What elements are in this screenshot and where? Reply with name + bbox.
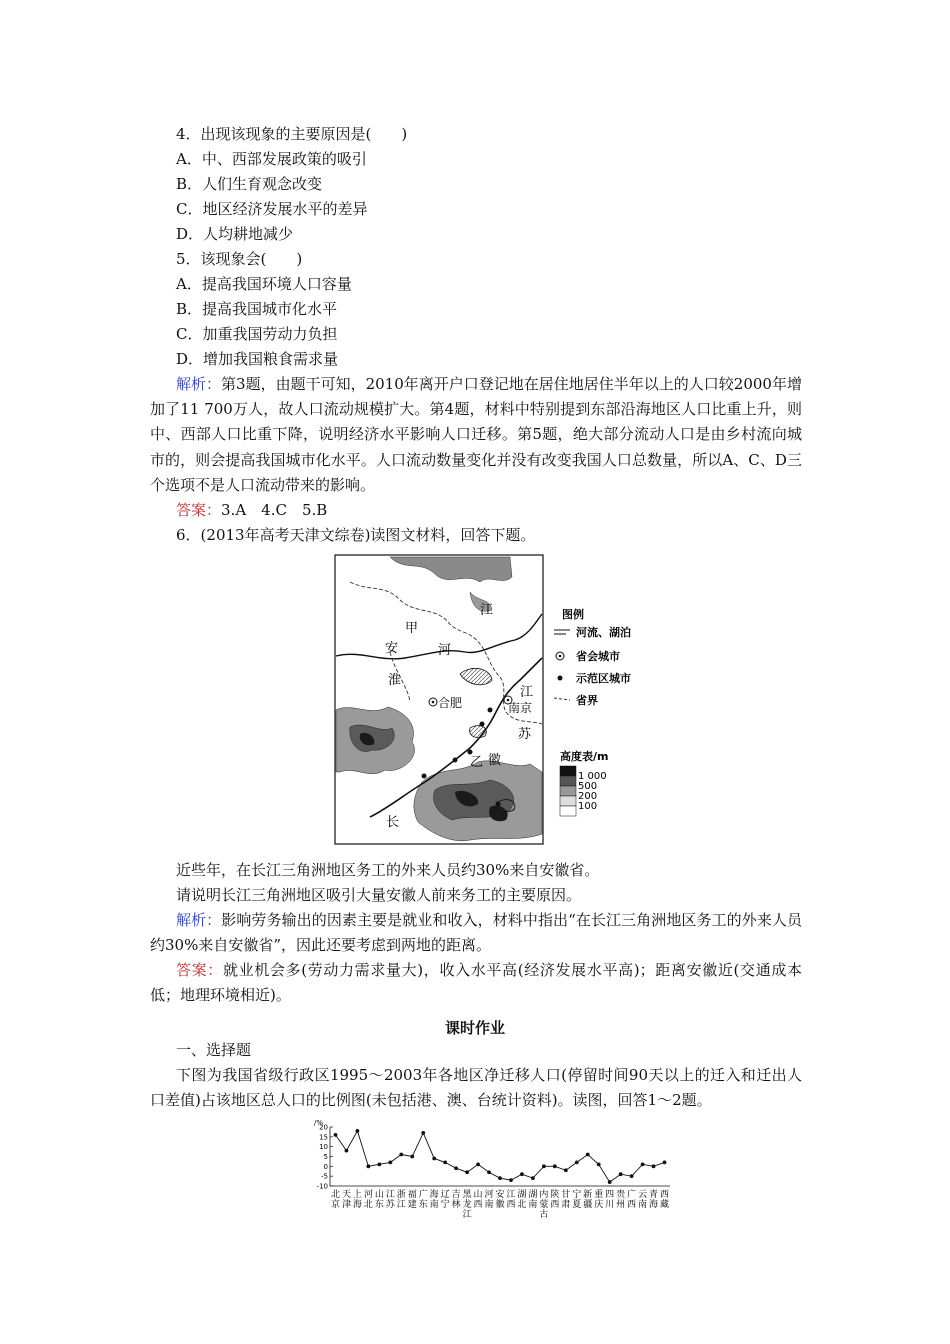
q4-option-d: D．人均耕地减少 <box>176 225 294 243</box>
x-tick-label: 宁 <box>440 1200 450 1210</box>
data-point <box>586 1153 590 1157</box>
x-tick-label: 徽 <box>495 1200 505 1210</box>
section-heading: 一、选择题 <box>176 1041 252 1059</box>
data-point <box>432 1157 436 1161</box>
q4-option-a: A．中、西部发展政策的吸引 <box>176 150 367 168</box>
homework-title: 课时作业 <box>444 1019 505 1037</box>
answer-text-2: 就业机会多(劳动力需求量大)，收入水平高(经济发展水平高)；距离安徽近(交通成本低；地理环境相近)。 <box>150 961 802 1005</box>
x-tick-label: 西 <box>660 1190 670 1200</box>
x-tick-label: 古 <box>539 1210 549 1220</box>
x-tick-label: 新 <box>583 1190 593 1200</box>
x-tick-label: 西 <box>506 1200 516 1210</box>
x-tick-label: 天 <box>341 1190 351 1200</box>
map-label-an: 安 <box>385 641 399 656</box>
x-tick-label: 蒙 <box>539 1200 549 1210</box>
q4-option-c: C．地区经济发展水平的差异 <box>176 200 368 218</box>
data-point <box>377 1162 381 1166</box>
data-point <box>509 1178 513 1182</box>
analysis-paragraph-2 <box>150 908 802 958</box>
map-label-jiang-north: 江 <box>480 603 494 618</box>
y-tick-label: -10 <box>316 1182 328 1191</box>
x-tick-label: 江 <box>385 1190 395 1200</box>
x-tick-label: 夏 <box>572 1200 582 1210</box>
q4-option-b: B．人们生育观念改变 <box>176 175 323 193</box>
q5-stem: 5．该现象会( ) <box>176 250 303 268</box>
series-line <box>335 1131 664 1182</box>
migration-line-chart <box>308 1117 680 1220</box>
elevation-level-200: 200 <box>578 791 598 802</box>
map-label-yi: 乙 <box>470 755 484 770</box>
x-tick-label: 江 <box>396 1200 406 1210</box>
map-label-huai: 淮 <box>388 673 402 688</box>
data-point <box>476 1162 480 1166</box>
data-point <box>356 1129 360 1133</box>
data-point <box>641 1162 645 1166</box>
data-point <box>520 1172 524 1176</box>
x-tick-label: 北 <box>363 1200 373 1210</box>
y-axis-label: /% <box>314 1119 324 1127</box>
data-point <box>334 1133 338 1137</box>
x-tick-label: 江 <box>506 1190 516 1200</box>
data-point <box>630 1174 634 1178</box>
x-tick-label: 陕 <box>550 1190 560 1200</box>
analysis-label-2: 解析： <box>176 911 222 929</box>
map-label-chang: 长 <box>386 815 400 830</box>
map-label-he: 河 <box>438 643 452 658</box>
q5-option-c: C．加重我国劳动力负担 <box>176 325 338 343</box>
map-label-jia: 甲 <box>405 621 419 636</box>
x-tick-label: 南 <box>528 1200 538 1210</box>
q5-option-d: D．增加我国粮食需求量 <box>176 350 339 368</box>
q6-stem: 6．(2013年高考天津文综卷)读图文材料，回答下题。 <box>176 526 536 544</box>
x-tick-label: 青 <box>649 1190 659 1200</box>
x-tick-label: 苏 <box>385 1200 395 1210</box>
y-tick-label: 5 <box>323 1153 328 1161</box>
answer-label: 答案： <box>176 501 222 519</box>
x-tick-label: 山 <box>473 1190 483 1200</box>
x-tick-label: 北 <box>517 1200 527 1210</box>
answer-text: 3.A 4.C 5.B <box>221 501 328 519</box>
legend-river-lake: 河流、湖泊 <box>576 626 631 639</box>
x-tick-label: 辽 <box>440 1190 450 1200</box>
data-point <box>597 1162 601 1166</box>
analysis-text: 第3题，由题干可知，2010年离开户口登记地在居住地居住半年以上的人口较2000年增加了11 700万人，故人口流动规模扩大。第4题，材料中特别提到东部沿海地区人口比重上升，则中、西部人口比重下降，说明经济水平影响人口迁移。第5题，绝大部分流动人口是由乡村流向城市的，则会提高我国城市化水平。人口流动数量变化并没有改变我国人口总数量，所以A、C、D三个选项不是人口流动带来的影响。 <box>150 375 802 494</box>
x-tick-label: 海 <box>649 1200 659 1210</box>
elevation-level-1000: 1 000 <box>578 771 607 782</box>
x-tick-label: 建 <box>407 1200 417 1210</box>
x-tick-label: 南 <box>638 1200 648 1210</box>
data-point <box>608 1180 612 1184</box>
answer-label-2: 答案： <box>176 961 223 979</box>
legend-border: 省界 <box>576 694 598 707</box>
x-tick-label: 海 <box>352 1200 362 1210</box>
legend-title: 图例 <box>562 608 584 621</box>
x-tick-label: 云 <box>638 1190 648 1200</box>
x-tick-label: 宁 <box>572 1190 582 1200</box>
data-point <box>345 1149 349 1153</box>
x-tick-label: 津 <box>341 1200 351 1210</box>
analysis-text-2: 影响劳务输出的因素主要是就业和收入，材料中指出“在长江三角洲地区务工的外来人员约30%来自安徽省”，因此还要考虑到两地的距离。 <box>150 911 802 955</box>
data-point <box>487 1170 491 1174</box>
y-tick-label: 10 <box>319 1143 328 1152</box>
data-point <box>553 1164 557 1168</box>
data-point <box>531 1176 535 1180</box>
x-tick-label: 黑 <box>462 1190 472 1200</box>
data-point <box>542 1164 546 1168</box>
x-tick-label: 甘 <box>561 1190 571 1200</box>
x-tick-label: 吉 <box>451 1190 461 1200</box>
map-label-hui: 徽 <box>488 753 502 768</box>
x-tick-label: 山 <box>374 1190 384 1200</box>
data-point <box>410 1155 414 1159</box>
q5-option-b: B．提高我国城市化水平 <box>176 300 338 318</box>
data-point <box>652 1164 656 1168</box>
y-tick-label: 0 <box>323 1162 328 1171</box>
x-tick-label: 南 <box>484 1200 494 1210</box>
map-label-su: 苏 <box>518 727 532 742</box>
x-tick-label: 海 <box>429 1190 439 1200</box>
x-tick-label: 内 <box>539 1190 549 1200</box>
q6-question: 请说明长江三角洲地区吸引大量安徽人前来务工的主要原因。 <box>176 886 582 904</box>
x-tick-label: 东 <box>374 1200 384 1210</box>
x-tick-label: 浙 <box>396 1190 406 1200</box>
x-tick-label: 龙 <box>462 1200 472 1210</box>
x-tick-label: 广 <box>627 1190 637 1200</box>
x-tick-label: 福 <box>407 1190 417 1200</box>
data-point <box>443 1161 447 1165</box>
elevation-level-500: 500 <box>578 781 598 792</box>
x-tick-label: 河 <box>484 1190 494 1200</box>
x-tick-label: 安 <box>495 1190 505 1200</box>
data-point <box>366 1164 370 1168</box>
x-tick-label: 湖 <box>517 1190 527 1200</box>
x-tick-label: 上 <box>352 1190 362 1200</box>
x-tick-label: 林 <box>451 1200 461 1210</box>
x-tick-label: 四 <box>605 1190 615 1200</box>
y-tick-label: 15 <box>319 1133 328 1142</box>
data-point <box>498 1176 502 1180</box>
x-tick-label: 广 <box>418 1190 428 1200</box>
x-tick-label: 北 <box>330 1190 340 1200</box>
intro-paragraph: 下图为我国省级行政区1995～2003年各地区净迁移人口(停留时间90天以上的迁入和迁出人口差值)占该地区总人口的比例图(未包括港、澳、台统计资料)。读图，回答1～2题。 <box>150 1066 802 1110</box>
x-tick-label: 南 <box>429 1200 439 1210</box>
x-tick-label: 西 <box>627 1200 637 1210</box>
q6-material: 近些年，在长江三角洲地区务工的外来人员约30%来自安徽省。 <box>176 861 600 879</box>
analysis-paragraph-1 <box>150 372 802 498</box>
data-point <box>399 1153 403 1157</box>
x-tick-label: 藏 <box>660 1200 670 1210</box>
data-point <box>421 1131 425 1135</box>
y-tick-label: -5 <box>321 1172 328 1181</box>
x-tick-label: 湖 <box>528 1190 538 1200</box>
x-tick-label: 西 <box>550 1200 560 1210</box>
x-tick-label: 肃 <box>561 1200 571 1210</box>
x-tick-label: 东 <box>418 1200 428 1210</box>
answer-paragraph-2 <box>150 958 802 1008</box>
y-tick-label: 20 <box>319 1123 328 1132</box>
data-point <box>454 1166 458 1170</box>
data-point <box>564 1168 568 1172</box>
x-tick-label: 重 <box>594 1190 604 1200</box>
legend-capital: 省会城市 <box>576 650 620 663</box>
x-tick-label: 州 <box>616 1200 626 1210</box>
answer-line-1 <box>176 500 327 520</box>
elevation-level-100: 100 <box>578 801 598 812</box>
anhui-map-figure <box>330 552 660 847</box>
x-tick-label: 庆 <box>594 1200 604 1210</box>
x-tick-label: 河 <box>363 1190 373 1200</box>
legend-demo-city: 示范区城市 <box>576 672 631 685</box>
map-label-hefei: 合肥 <box>438 696 463 710</box>
q5-option-a: A．提高我国环境人口容量 <box>176 275 352 293</box>
x-tick-label: 江 <box>462 1210 472 1220</box>
x-tick-label: 西 <box>473 1200 483 1210</box>
x-tick-label: 川 <box>605 1200 615 1210</box>
analysis-label: 解析： <box>176 375 222 393</box>
x-tick-label: 疆 <box>583 1200 593 1210</box>
data-point <box>663 1161 667 1165</box>
elevation-title: 高度表/m <box>560 750 609 763</box>
map-label-nanjing: 南京 <box>508 701 533 715</box>
map-label-jiang-east: 江 <box>520 685 534 700</box>
q4-stem: 4．出现该现象的主要原因是( ) <box>176 125 408 143</box>
data-point <box>619 1172 623 1176</box>
data-point <box>465 1170 469 1174</box>
x-tick-label: 京 <box>330 1200 340 1210</box>
data-point <box>388 1161 392 1165</box>
data-point <box>575 1161 579 1165</box>
x-tick-label: 贵 <box>616 1190 626 1200</box>
